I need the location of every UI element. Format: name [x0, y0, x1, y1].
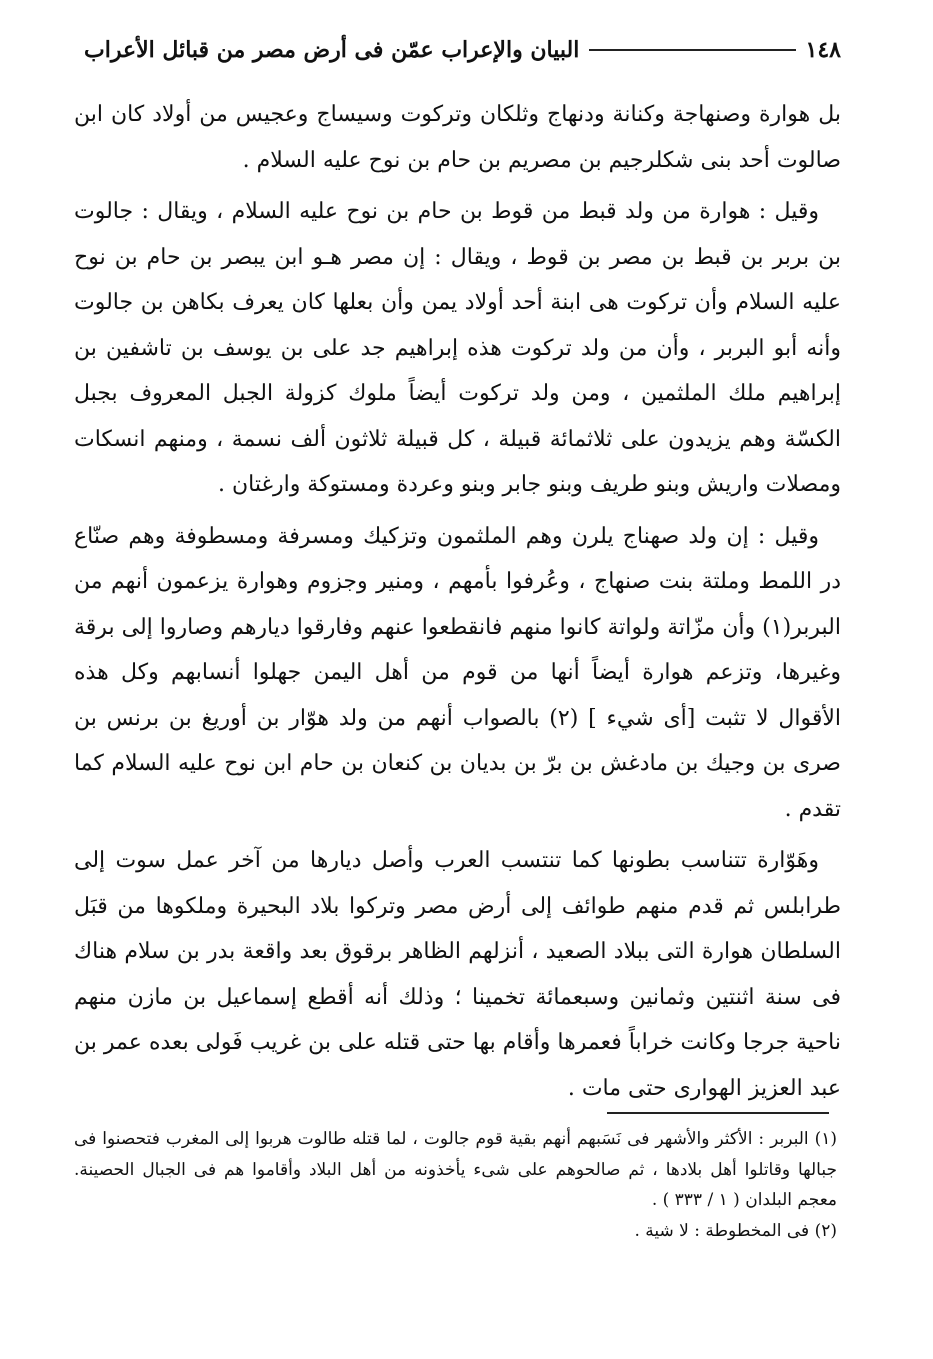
main-text	[74, 92, 841, 1117]
paragraph: وقيل : هوارة من ولد قبط من قوط بن حام بن نوح عليه السلام ، ويقال : جالوت بن بربر بن قبط بن مصر بن قوط ، ويقال : إن مصر هـو ابن يبصر بن حام بن نوح عليه السلام وأن تركوت هى ابنة أحد أولاد يمن وأن بعلها كان يعرف بكاهن بن جالوت وأنه أبو البربر ، وأن من ولد تركوت هذه إبراهيم جد على بن يوسف بن تاشفين بن إبراهيم ملك الملثمين ، ومن ولد تركوت أيضاً ملوك كزولة الجبل المعروف بجبل الكسّة وهم يزيدون على ثلاثمائة قبيلة ، كل قبيلة ثلاثون ألف نسمة ، ومنهم انسكات ومصلات واريش وبنو طريف وبنو جابر وبنو وعردة ومستوكة وارغتان .	[74, 199, 841, 497]
footnote: (١) البربر : الأكثر والأشهر فى نَسَبهم أنهم بقية قوم جالوت ، لما قتله طالوت هربوا إلى المغرب فتحصنوا فى جبالها وقاتلوا أهل بلادها ، ثم صالحوهم على شىء يأخذونه من أهل البلاد وأقاموا هم فى الجبال الحصينة. معجم البلدان ( ١ / ٣٣٣ ) .	[74, 1129, 837, 1210]
running-title: البيان والإعراب عمّن فى أرض مصر من قبائل الأعراب	[84, 37, 580, 63]
header-rule	[589, 49, 795, 51]
footnote-separator	[607, 1112, 829, 1114]
page-number: ١٤٨	[805, 37, 841, 63]
footnotes	[74, 1124, 837, 1246]
paragraph: وقيل : إن ولد صهناج يلرن وهم الملثمون وتزكيك ومسرفة ومسطوفة وهم صنّاع در اللمط وملتة بنت صنهاج ، وعُرفوا بأمهم ، ومنير وجزوم وهوارة يزعمون أنهم من البربر(١) وأن مزّاتة ولواتة كانوا منهم فانقطعوا عنهم وفارقوا ديارهم وصاروا إلى برقة وغيرها، وتزعم هوارة أيضاً أنها من قوم من أهل اليمن جهلوا أنسابهم وكل هذه الأقوال لا تثبت [أى شيء ] (٢) بالصواب أنهم من ولد هوّار بن أوريغ بن برنس بن صرى بن وجيك بن مادغش بن برّ بن بديان بن كنعان بن حام ابن نوح عليه السلام كما تقدم .	[74, 523, 841, 822]
paragraph: وهَوّارة تتناسب بطونها كما تنتسب العرب وأصل ديارها من آخر عمل سوت إلى طرابلس ثم قدم منهم طوائف إلى أرض مصر وتركوا بلاد البحيرة وملكوها من قبَل السلطان هوارة التى ببلاد الصعيد ، أنزلهم الظاهر برقوق بعد واقعة بدر بن سلام هناك فى سنة اثنتين وثمانين وسبعمائة تخمينا ؛ وذلك أنه أقطع إسماعيل بن مازن منهم ناحية جرجا وكانت خراباً فعمرها وأقام بها حتى قتله على بن غريب فَولى بعده عمر بن عبد العزيز الهوارى حتى مات .	[74, 848, 841, 1101]
footnote: (٢) فى المخطوطة : لا شية .	[634, 1220, 837, 1241]
running-header	[84, 28, 841, 72]
paragraph: بل هوارة وصنهاجة وكنانة ودنهاج وثلكان وتركوت وسيساج وعجيس من أولاد كان ابن صالوت أحد بنى شكلرجيم بن مصريم بن حام بن نوح عليه السلام .	[74, 102, 841, 173]
